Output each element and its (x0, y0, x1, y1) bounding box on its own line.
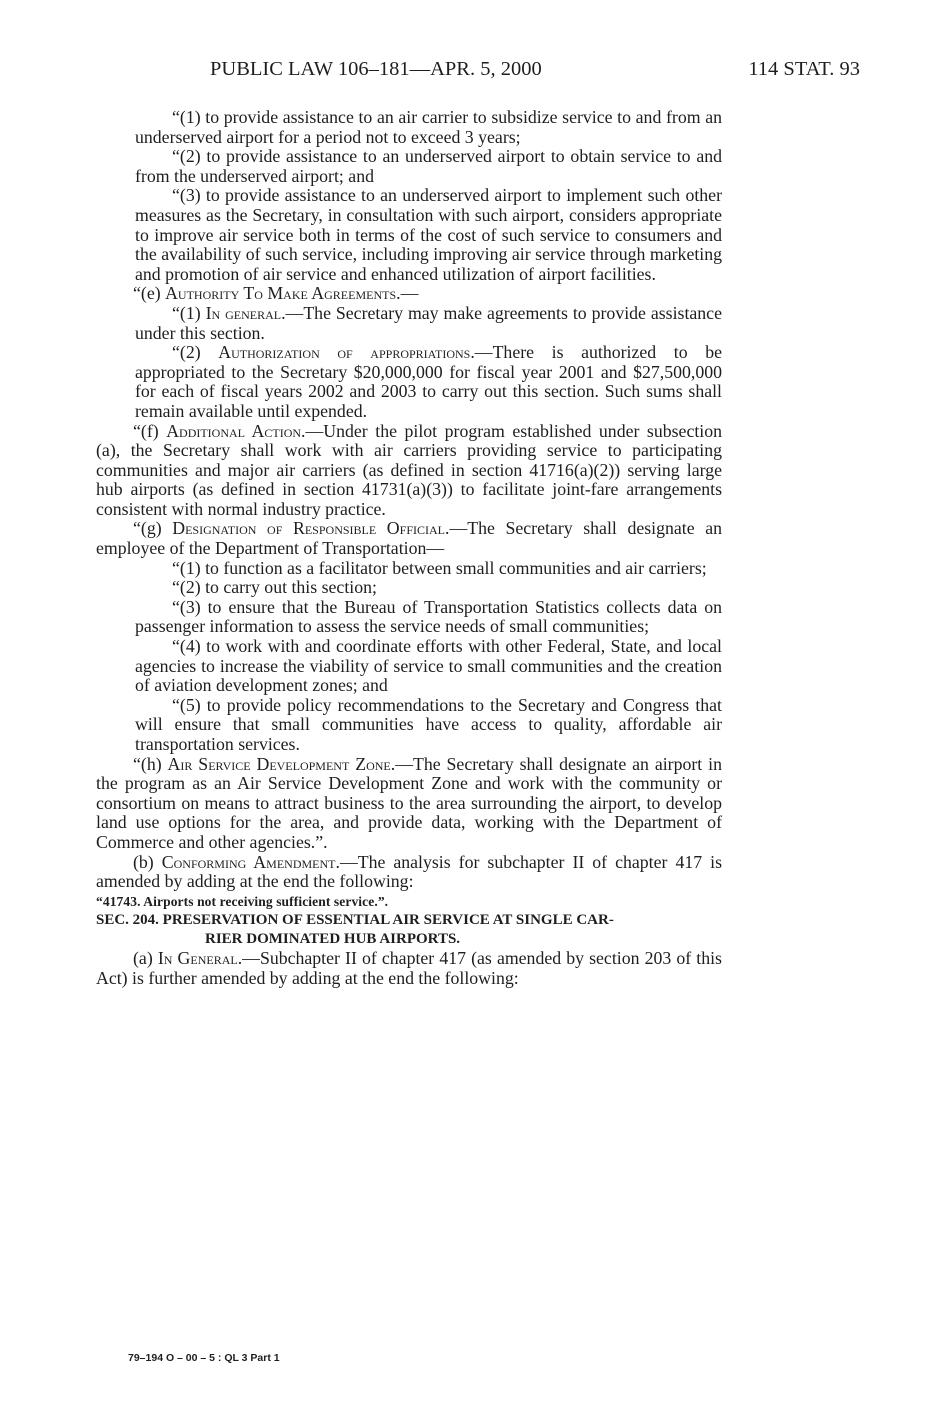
paragraph-g3: “(3) to ensure that the Bureau of Transportation Statistics collects data on passenger information to assess the service needs of small communities; (135, 596, 722, 637)
paragraph-d1: “(1) to provide assistance to an air carrier to subsidize service to and from an underserved airport for a period not to exceed 3 years; (135, 107, 722, 147)
print-code-footer: 79–194 O – 00 – 5 : QL 3 Part 1 (128, 1352, 280, 1364)
section-title-line-2: RIER DOMINATED HUB AIRPORTS. (205, 931, 461, 948)
section-204-title (96, 911, 722, 949)
section-title-line-1: SEC. 204. PRESERVATION OF ESSENTIAL AIR SERVICE AT SINGLE CAR- (96, 912, 614, 929)
amendment-entry: “41743. Airports not receiving sufficient service.”. (96, 893, 389, 909)
paragraph-d2: “(2) to provide assistance to an underserved airport to obtain service to and from the underserved airport; and (135, 146, 722, 186)
paragraph-g2: “(2) to carry out this section; (172, 577, 377, 598)
paragraph-g4: “(4) to work with and coordinate efforts with other Federal, State, and local agencies to increase the viability of service to small communities and the creation of aviation development zones; and (135, 636, 722, 696)
subsection-g: “(g) Designation of Responsible Official.—The Secretary shall designate an employee of the Department of Transportation— (96, 518, 722, 559)
subsection-e-heading: “(e) Authority To Make Agreements.— (133, 283, 419, 304)
running-head: PUBLIC LAW 106–181—APR. 5, 2000 (210, 58, 542, 80)
paragraph-g1: “(1) to function as a facilitator between small communities and air carriers; (172, 557, 707, 578)
paragraph-d3: “(3) to provide assistance to an underserved airport to implement such other measures as the Secretary, in consultation with such airport, considers appropriate to improve air service both in terms of the cost of such service to consumers and the availability of such service, including improving air service through marketing and promotion of air service and enhanced utilization of airport facilities. (135, 185, 722, 284)
subsection-f: “(f) Additional Action.—Under the pilot program established under subsection (a), the Secretary shall work with air carriers providing service to participating communities and major air carriers (as defined in section 41716(a)(2)) serving large hub airports (as defined in section 41731(a)(3)) to facilitate joint-fare arrangements consistent with normal industry practice. (96, 420, 722, 519)
paragraph-e1: “(1) In general.—The Secretary may make agreements to provide assistance under this section. (135, 302, 722, 343)
page-body (96, 108, 722, 989)
subsection-h: “(h) Air Service Development Zone.—The Secretary shall designate an airport in the program as an Air Service Development Zone and work with the community or consortium on means to attract business to the area surrounding the airport, to develop land use options for the area, and provide data, working with the Department of Commerce and other agencies.”. (96, 753, 722, 852)
page-header (210, 58, 860, 88)
paragraph-e2: “(2) Authorization of appropriations.—There is authorized to be appropriated to the Secretary $20,000,000 for fiscal year 2001 and $27,500,000 for each of fiscal years 2002 and 2003 to carry out this section. Such sums shall remain available until expended. (135, 342, 722, 421)
subsection-b: (b) Conforming Amendment.—The analysis for subchapter II of chapter 417 is amended by adding at the end the following: (96, 851, 722, 892)
paragraph-g5: “(5) to provide policy recommendations to the Secretary and Congress that will ensure that small communities have access to quality, affordable air transportation services. (135, 694, 722, 754)
statute-page-ref: 114 STAT. 93 (748, 58, 860, 80)
subsection-a: (a) In General.—Subchapter II of chapter 417 (as amended by section 203 of this Act) is further amended by adding at the end the following: (96, 948, 722, 988)
